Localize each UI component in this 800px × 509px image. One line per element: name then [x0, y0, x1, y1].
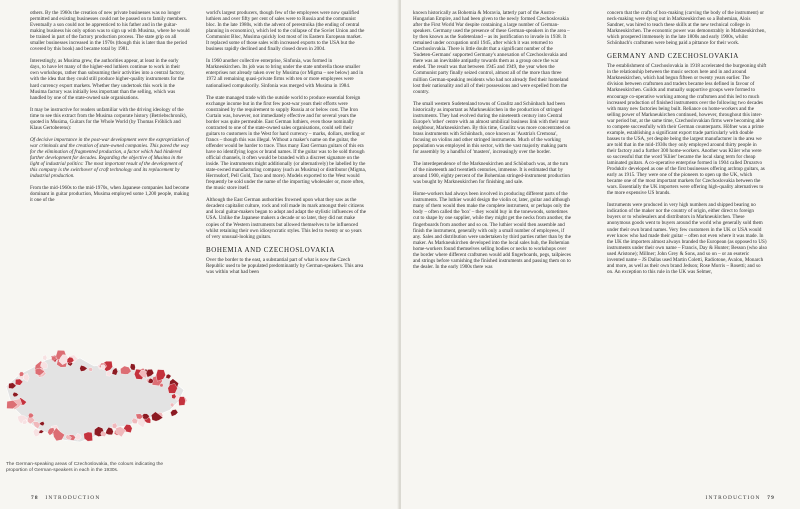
map-caption: The German-speaking areas of Czechoslovakia, the colours indicating the proportion of German-speakers in each in the 1930s.	[6, 462, 164, 473]
right-page-column-1	[413, 10, 573, 276]
paragraph: The establishment of Czechoslovakia in 1918 accelerated the burgeoning shift in the relationship between the music sectors here and in and around Markneukirchen, which had begun fifteen or twenty years earlier. The division between craftsmen and traders became less defined in favour of Markneukirchen. Guilds and mutually supportive groups were formed to encourage co-operative working among the craftsmen and this led to much increased production of finished instruments over the following two decades with many new factories being built. Reliance on home-workers and the selling power of Markneukirchen continued, however, throughout this inter-war period but, at the same time, Czechoslovakian firms were becoming able to compete successfully with their German counterparts. Höfner was a prime example, establishing a significant export trade particularly with double basses to the USA, yet despite being the largest manufacturer in the area we are told that in the mid-1930s they only employed around thirty people in their factory and a further 300 home-workers. Another was Kliier who were so successful that the word 'Kliier' became the local slang term for cheap laminated guitars. A co-operative enterprise formed in 1904 called Druzstvo Produktiv developed as one of the first businesses offering archtop guitars, as early as 1915. They were one of the pioneers to open up the UK, which became one of the most important markets for Czechoslovakia between the wars. Essentially the UK importers were offering high-quality alternatives to the more expensive US brands.	[607, 63, 767, 197]
section-heading: GERMANY AND CZECHOSLOVAKIA	[607, 52, 739, 61]
right-page	[401, 0, 800, 509]
paragraph: Although the East German authorities frowned upon what they saw as the decadent capitalist culture, rock and roll made its mark amongst their citizens and local guitar-makers began to adopt and adapt the stylistic influences of the USA. Unlike the Japanese makers a decade or so later, they did not make copies of the Western instruments but allowed themselves to be influenced whilst retaining their own idiosyncratic styles. This led to twenty or so years of very unusual-looking guitars.	[206, 197, 367, 240]
paragraph: The small western Sudetenland towns of Graslitz and Schönbach had been historically as important as Markneukirchen in the production of stringed instruments. They had evolved during the nineteenth century into Central Europe's 'other' centre with an almost umbilical business link with their near neighbour, Markneukirchen. By this time, Graslitz was more concentrated on brass instruments with Schönbach, once known as 'Austria's Cremona', focusing on violins and other stringed instruments. Much of the working population was employed in this sector, with the vast majority making parts for assembly by a handful of 'masters', increasingly over the border.	[413, 100, 571, 156]
page-number: 78	[31, 495, 39, 501]
paragraph: In 1960 another collective enterprise, Sinfonia, was formed in Markneukirchen. Its job was to bring under the state umbrella those smaller enterprises not already taken over by Musima (or Migma – see below) and in 1972 all remaining quasi-private firms with ten or more employees were nationalised compulsorily. Sinfonia was merged with Musima in 1984.	[206, 58, 364, 89]
running-head: INTRODUCTION	[705, 495, 761, 501]
paragraph: Interestingly, as Musima grew, the authorities appear, at least in the early days, to have let many of the higher-end luthiers continue to work in their own workshops, rather than subsuming their activities into a central factory, with the idea that they could still produce higher-quality instruments for the hard currency export markets. Whether they undertook this work in the Musima factory was initially less important than the selling, which was handled by one of the state-owned sale organisations.	[30, 58, 185, 101]
paragraph: Over the border to the east, a substantial part of what is now the Czech Republic used to be populated predominantly by German-speakers. This area was within what had been	[206, 256, 364, 275]
paragraph: Instruments were produced in very high numbers and shipped bearing no indication of the maker nor the country of origin, either direct to foreign buyers or to wholesalers and distributors in Markneukirchen. These anonymous goods went to buyers around the world who generally sold them under their own brand names. Very few customers in the UK or USA would ever know who had made their guitar – often not even where it was made. In the UK the importers almost always branded the European (as opposed to US) instruments under their own name – Francis, Day & Hunter; Besson (who also used Aristone); Millner; John Grey & Sons, and so on – or an esoteric invented name – JS Dallas used Martin Coletti, Radiotone, Avalon, Monarch and more, as well as their own brand Jedson; Rose Morris – Rosetti; and so on. An exception to this rule in the UK was Selmer,	[607, 202, 768, 275]
paragraph: concern that the crafts of box-making (carving the body of the instrument) or neck-making were dying out in Markneukirchen so a Bohemian, Alois Sandner, was hired to teach these skills at the new technical college in Markneukirchen. The economic power was demonstrably in Markneukirchen, which prospered immensely in the late 1800s and early 1900s, whilst Schönbach's craftsmen were being paid a pittance for their work.	[607, 10, 766, 47]
map-region	[170, 409, 178, 416]
section-heading: BOHEMIA AND CZECHOSLOVAKIA	[206, 245, 336, 254]
left-folio	[27, 495, 100, 501]
running-head: INTRODUCTION	[45, 495, 101, 501]
czechoslovakia-map	[2, 346, 188, 454]
right-folio	[706, 495, 779, 501]
left-page-column-1	[30, 10, 190, 209]
paragraph: others. By the 1960s the creation of new private businesses was no longer permitted and existing businesses could not be passed on to family members. Eventually a son could not be apprenticed to his father and in the guitar-making business his only option was to sign up with Musima, where he would be trained in part of the factory production process. The state grip on all smaller businesses increased in the 1970s (though this is later than the period covered by this book) and became total by 1981.	[30, 10, 190, 53]
paragraph: known historically as Bohemia & Moravia, latterly part of the Austro-Hungarian Empire, and had been given to the newly formed Czechoslovakia after the First World War despite containing a large number of German-speakers. Germany used the presence of these German-speakers in the area – by then known as the Sudetenland – as its justification to invade in 1938. It remained under occupation until 1945, after which it was returned to Czechoslovakia. There is little doubt that a significant number of the 'Sudeten-Germans' supported Germany's annexation of Czechoslovakia and there was an inevitable antipathy towards them as a group once the war ended. The result was that between 1945 and 1949, the year when the Communist party finally seized control, almost all of the more than three million German-speaking residents who had not already fled their homeland lost their nationality and all of their possessions and were expelled from the country.	[413, 10, 570, 95]
left-page	[0, 0, 399, 509]
right-page-column-2	[607, 10, 767, 281]
paragraph: The state managed trade with the outside world to produce essential foreign exchange income but in the first few post-war years their efforts were constrained by the requirement to supply Russia at or below cost. The Iron Curtain was, however, not immediately effective and for several years the border was quite permeable. East German luthiers, even those nominally contracted to one of the state-owned sales organisations, could sell their guitars to customers in the West for hard currency – marks, dollars, sterling or francs – though this was illegal. Without a maker's name on the guitar, the offender would be harder to trace. Thus many East German guitars of this era have no identifying logos or brand names. If the guitar was to be sold through official channels, it often would be branded with a discreet signature on the inside. The instruments might additionally (or alternatively) be labelled by the state-owned manufacturing company (such as Musima) or distributor (Migma, Herrnsdorf, Pell Gold, Taco and more). Models exported to the West would frequently be sold under the name of the importing wholesaler or, more often, the music store itself.	[206, 94, 366, 192]
map-region	[43, 355, 47, 361]
paragraph: The interdependence of the Markneukirchen and Schönbach was, at the turn of the nineteenth and twentieth centuries, immense. It is estimated that by around 1900, eighty percent of the Bohemian stringed-instrument production was bought by Markneukirchen for finishing and sale.	[413, 161, 570, 186]
left-page-column-2	[206, 10, 366, 281]
paragraph: world's largest producers, though few of the employees were now qualified luthiers and over fifty per cent of sales were to Russia and the communist bloc. In the late 1980s, with the advent of perestroika (the ending of central planning in economics), which led to the collapse of the Soviet Union and the Communist Bloc, Musima quickly lost most of its Eastern European market. It replaced some of those sales with increased exports to the USA but the business rapidly declined and finally closed down in 2004.	[206, 10, 365, 53]
paragraph: From the mid-1960s to the mid-1970s, when Japanese companies had become dominant in guitar production, Musima employed some 1,200 people, making it one of the	[30, 185, 190, 204]
page-number: 79	[767, 495, 775, 501]
paragraph: It may be instructive for readers unfamiliar with the driving ideology of the time to see this extract from the Musima corporate history (Betriebschronik), quoted in Musima, Guitars for the Whole World (by Thomas Fröhlich and Klaus Gertoberens):	[30, 106, 187, 131]
map-region	[179, 397, 186, 406]
map-figure	[2, 346, 188, 454]
paragraph: Home-workers had always been involved in producing different parts of the instruments. The luthier would design the violin or, later, guitar and although many of them would then make the complete instrument, or perhaps only the body – often called the 'box' – they would buy in the tonewoods, sometimes cut to shape by one supplier, while they might get the necks from another, the fingerboards from another and so on. The luthier would then assemble and finish the instrument, generally with only a small number of employees, if any. Sales and distribution were undertaken by third parties rather than by the maker. As Markneukirchen developed into the local sales hub, the Bohemian home-workers found themselves selling bodies or necks to workshops over the border where different craftsmen would add fingerboards, pegs, tailpieces and strings before varnishing the finished instruments and passing them on to the dealer. In the early 1900s there was	[413, 191, 572, 270]
block-quote: Of decisive importance in the post-war development were the expropriation of war criminals and the creation of state-owned companies. This paved the way for the elimination of fragmented production, a factor which had hindered further development for decades. Regarding the objective of Musima in the light of industrial politics: The most important result of the development of this company is the switchover of craft technology and its replacement by industrial production.	[30, 136, 190, 180]
